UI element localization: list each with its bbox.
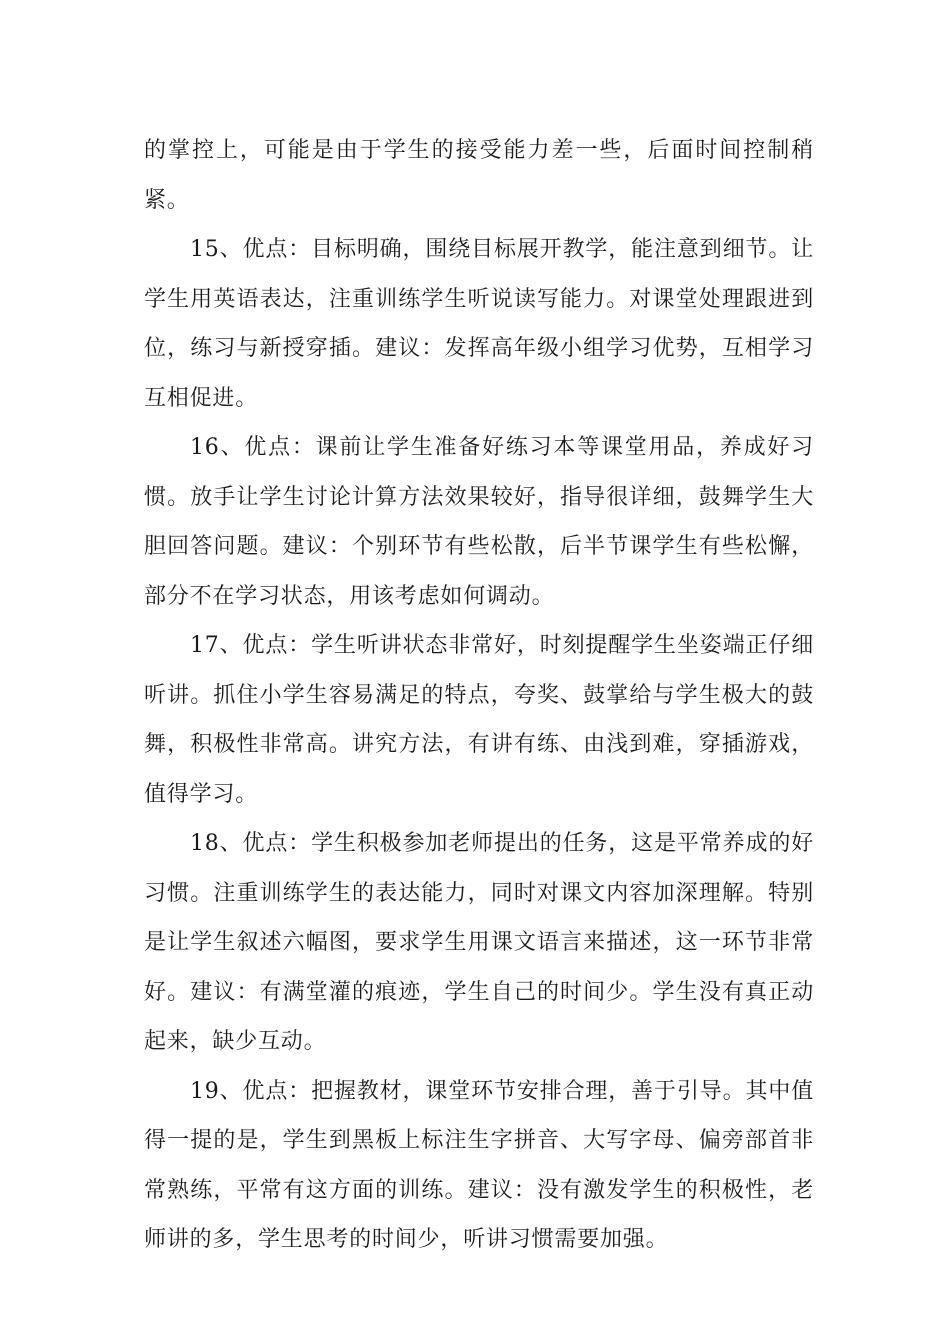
paragraph-item-16: 16、优点：课前让学生准备好练习本等课堂用品，养成好习惯。放手让学生讨论计算方法效果较好，指导很详细，鼓舞学生大胆回答问题。建议：个别环节有些松散，后半节课学生有些松懈，部分不在学习状态，用该考虑如何调动。 <box>144 435 814 609</box>
paragraph-item-19: 19、优点：把握教材，课堂环节安排合理，善于引导。其中值得一提的是，学生到黑板上标注生字拼音、大写字母、偏旁部首非常熟练，平常有这方面的训练。建议：没有激发学生的积极性，老师讲的多，学生思考的时间少，听讲习惯需要加强。 <box>144 1078 814 1252</box>
paragraph-item-15: 15、优点：目标明确，围绕目标展开教学，能注意到细节。让学生用英语表达，注重训练学生听说读写能力。对课堂处理跟进到位，练习与新授穿插。建议：发挥高年级小组学习优势，互相学习互相促进。 <box>144 237 814 411</box>
paragraph-continuation: 的掌控上，可能是由于学生的接受能力差一些，后面时间控制稍紧。 <box>144 138 814 213</box>
paragraph-item-18: 18、优点：学生积极参加老师提出的任务，这是平常养成的好习惯。注重训练学生的表达能力，同时对课文内容加深理解。特别是让学生叙述六幅图，要求学生用课文语言来描述，这一环节非常好。建议：有满堂灌的痕迹，学生自己的时间少。学生没有真正动起来，缺少互动。 <box>144 831 814 1054</box>
document-body <box>144 126 814 1265</box>
paragraph-item-17: 17、优点：学生听讲状态非常好，时刻提醒学生坐姿端正仔细听讲。抓住小学生容易满足的特点，夸奖、鼓掌给与学生极大的鼓舞，积极性非常高。讲究方法，有讲有练、由浅到难，穿插游戏，值得学习。 <box>144 633 814 807</box>
